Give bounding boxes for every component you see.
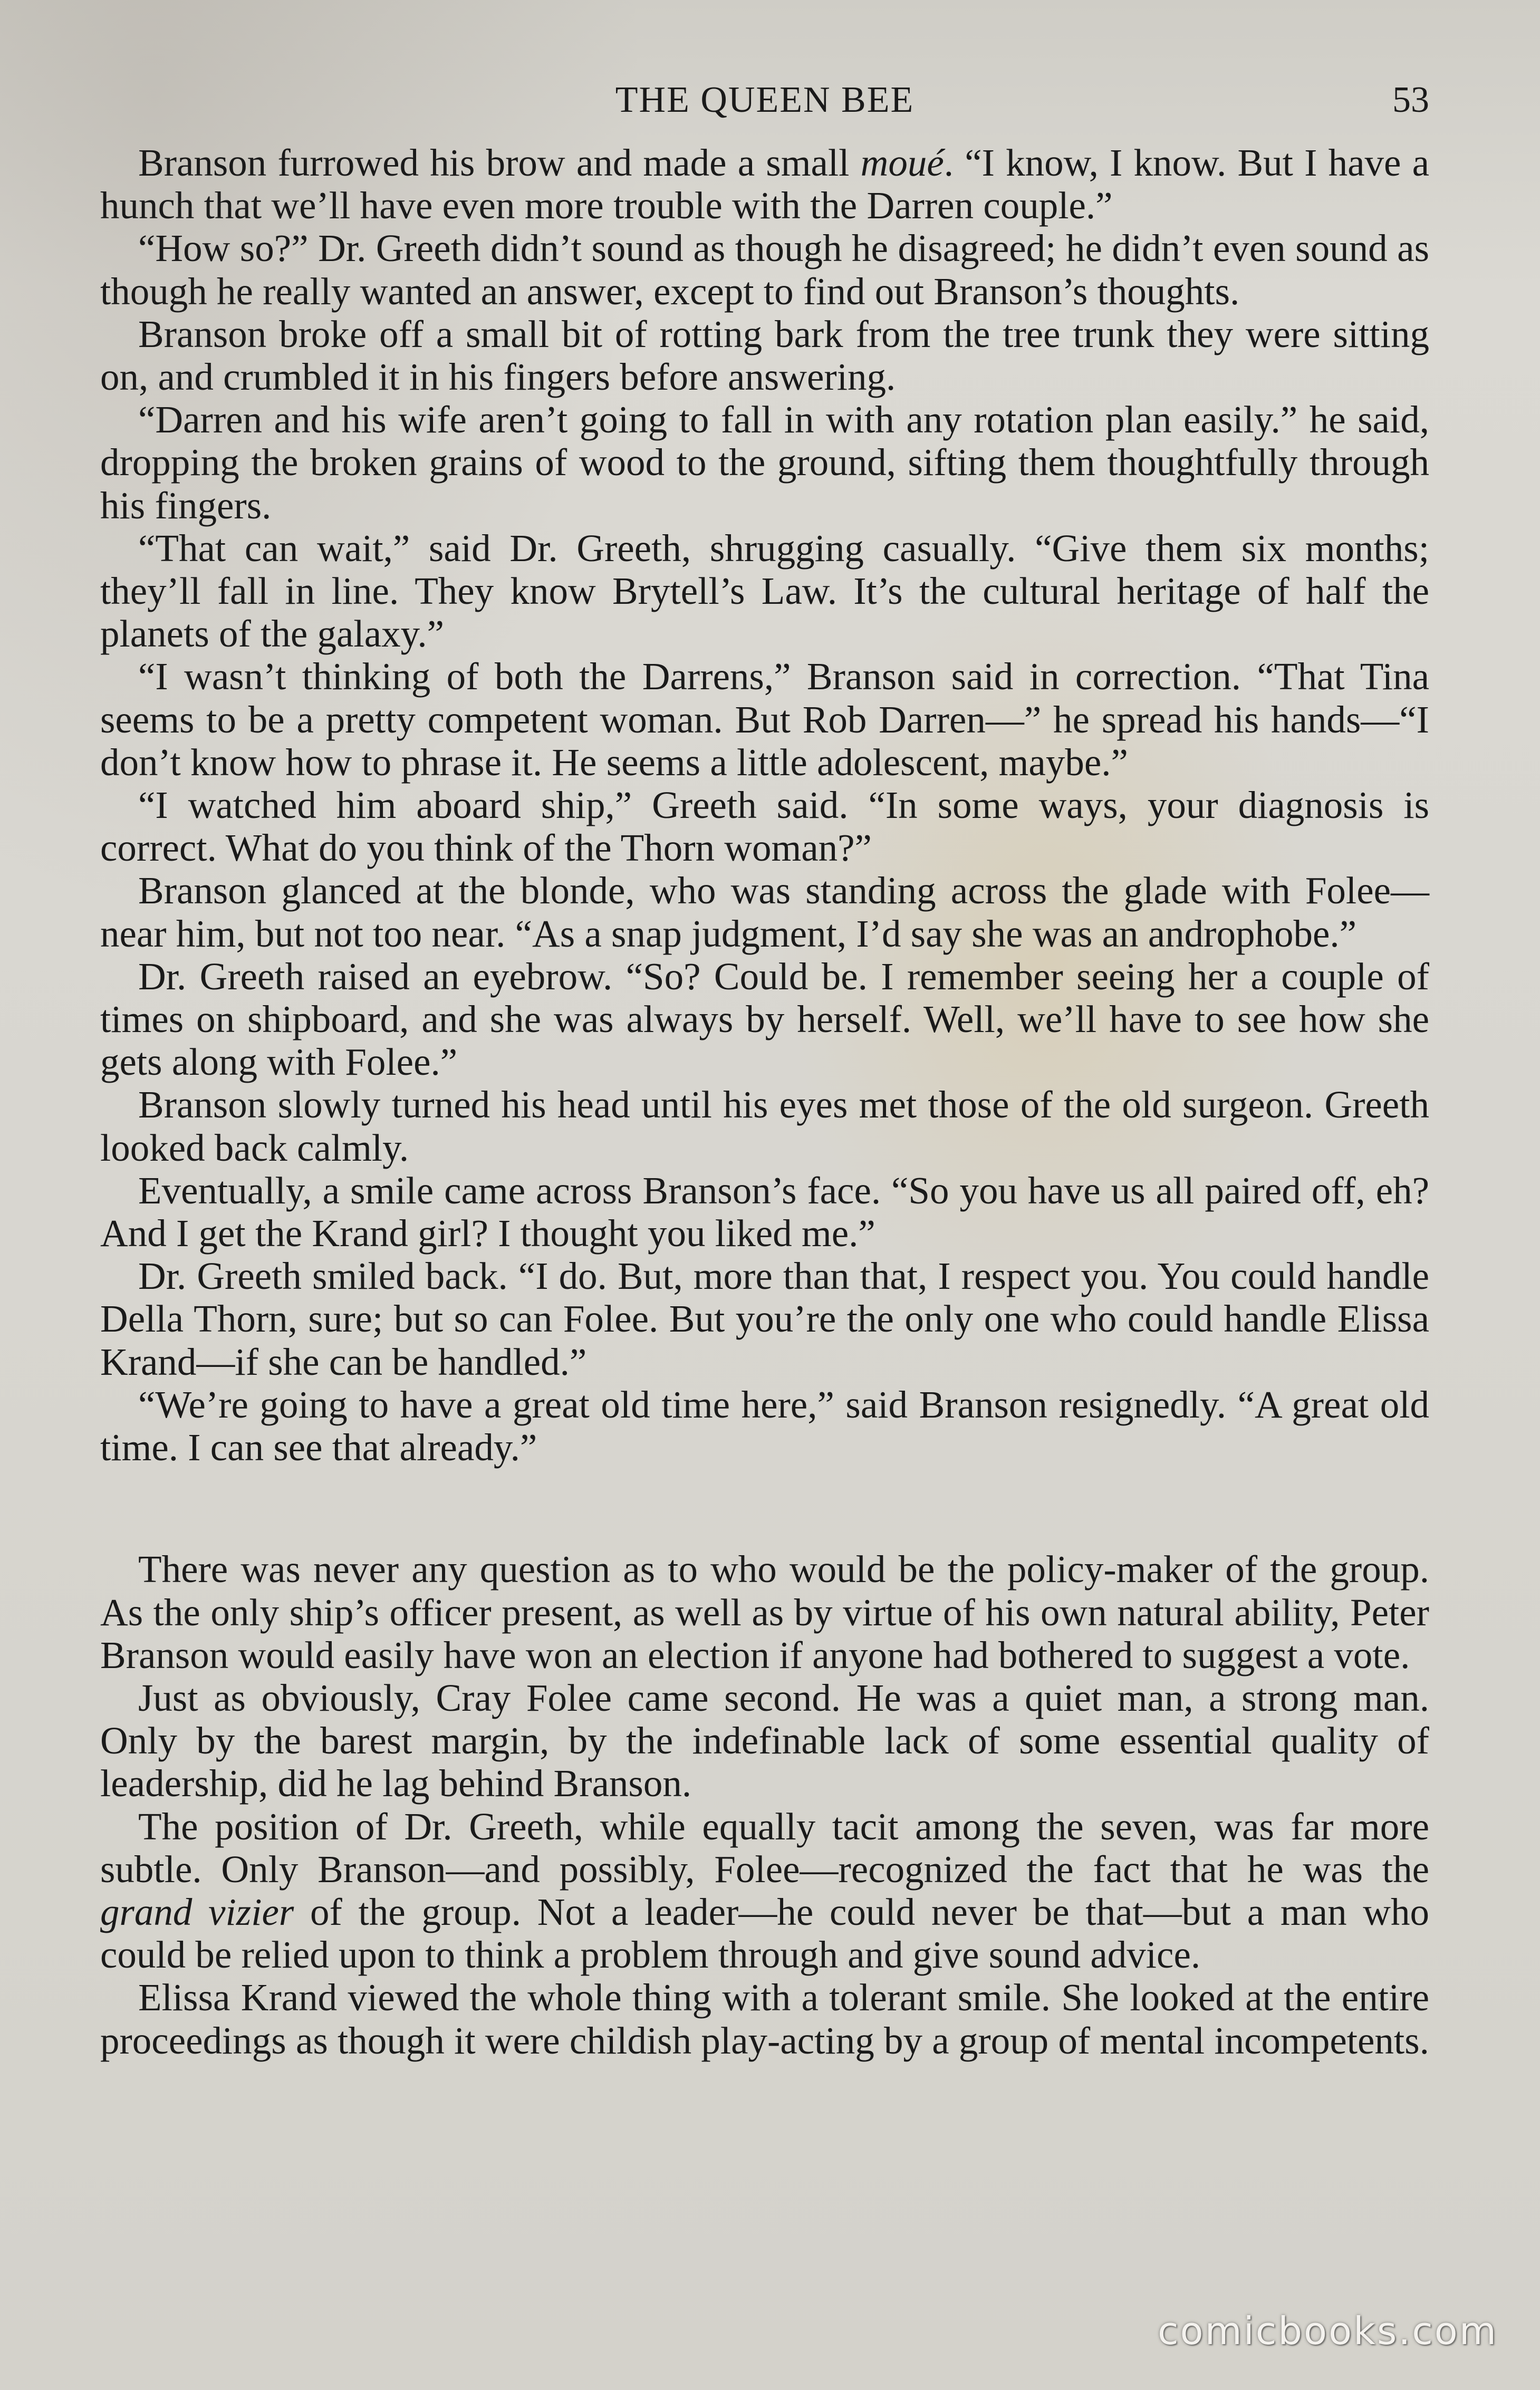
italic-word: grand vizier [100,1890,294,1933]
paragraph: There was never any question as to who would be the policy-maker of the group. As the only ship’s officer present, as well as by virtue of his own natural ability, Peter Branson would easily have won an election if anyone had bothered to suggest a vote. [100,1548,1429,1676]
paragraph: “I wasn’t thinking of both the Darrens,” Branson said in correction. “That Tina seems to be a pretty competent woman. But Rob Darren—” he spread his hands—“I don’t know how to phrase it. He seems a little adolescent, maybe.” [100,655,1429,784]
paragraph: Branson slowly turned his head until his eyes met those of the old surgeon. Greeth looked back calmly. [100,1083,1429,1169]
paragraph: Elissa Krand viewed the whole thing with a tolerant smile. She looked at the entire proceedings as though it were childish play-acting by a group of mental incompetents. [100,1976,1429,2062]
paragraph: “That can wait,” said Dr. Greeth, shrugging casually. “Give them six months; they’ll fall in line. They know Brytell’s Law. It’s the cultural heritage of half the planets of the galaxy.” [100,526,1429,656]
paragraph: Branson glanced at the blonde, who was standing across the glade with Folee—near him, but not too near. “As a snap judgment, I’d say she was an androphobe.” [100,869,1429,955]
watermark: comicbooks.com [1157,2309,1498,2353]
body-text [100,141,1429,2062]
paragraph: “How so?” Dr. Greeth didn’t sound as though he disagreed; he didn’t even sound as though he really wanted an answer, except to find out Branson’s thoughts. [100,227,1429,313]
paragraph: Just as obviously, Cray Folee came second. He was a quiet man, a strong man. Only by the barest margin, by the indefinable lack of some essential quality of leadership, did he lag behind Branson. [100,1676,1429,1805]
paragraph: Eventually, a smile came across Branson’s face. “So you have us all paired off, eh? And I get the Krand girl? I thought you liked me.” [100,1169,1429,1255]
paragraph: Branson furrowed his brow and made a small moué. “I know, I know. But I have a hunch that we’ll have even more trouble with the Darren couple.” [100,141,1429,227]
paragraph: “We’re going to have a great old time here,” said Branson resignedly. “A great old time. I can see that already.” [100,1383,1429,1469]
running-title: THE QUEEN BEE [615,80,915,120]
paragraph: Dr. Greeth raised an eyebrow. “So? Could be. I remember seeing her a couple of times on shipboard, and she was always by herself. Well, we’ll have to see how she gets along with Folee.” [100,955,1429,1084]
paragraph: The position of Dr. Greeth, while equally tacit among the seven, was far more subtle. Only Branson—and possibly, Folee—recognized the fact that he was the grand vizier of the group. Not a leader—he could never be that—but a man who could be relied upon to think a problem through and give sound advice. [100,1805,1430,1977]
paragraph: “I watched him aboard ship,” Greeth said. “In some ways, your diagnosis is correct. What do you think of the Thorn woman?” [100,784,1429,870]
paragraph: Dr. Greeth smiled back. “I do. But, more than that, I respect you. You could handle Della Thorn, sure; but so can Folee. But you’re the only one who could handle Elissa Krand—if she can be handled.” [100,1255,1429,1383]
page-number: 53 [1392,80,1429,120]
page-header [100,79,1429,127]
paragraph: Branson broke off a small bit of rotting bark from the tree trunk they were sitting on, and crumbled it in his fingers before answering. [100,312,1429,399]
paragraph: “Darren and his wife aren’t going to fall in with any rotation plan easily.” he said, dropping the broken grains of wood to the ground, sifting them thoughtfully through his fingers. [100,398,1429,527]
italic-word: moué [860,141,944,184]
